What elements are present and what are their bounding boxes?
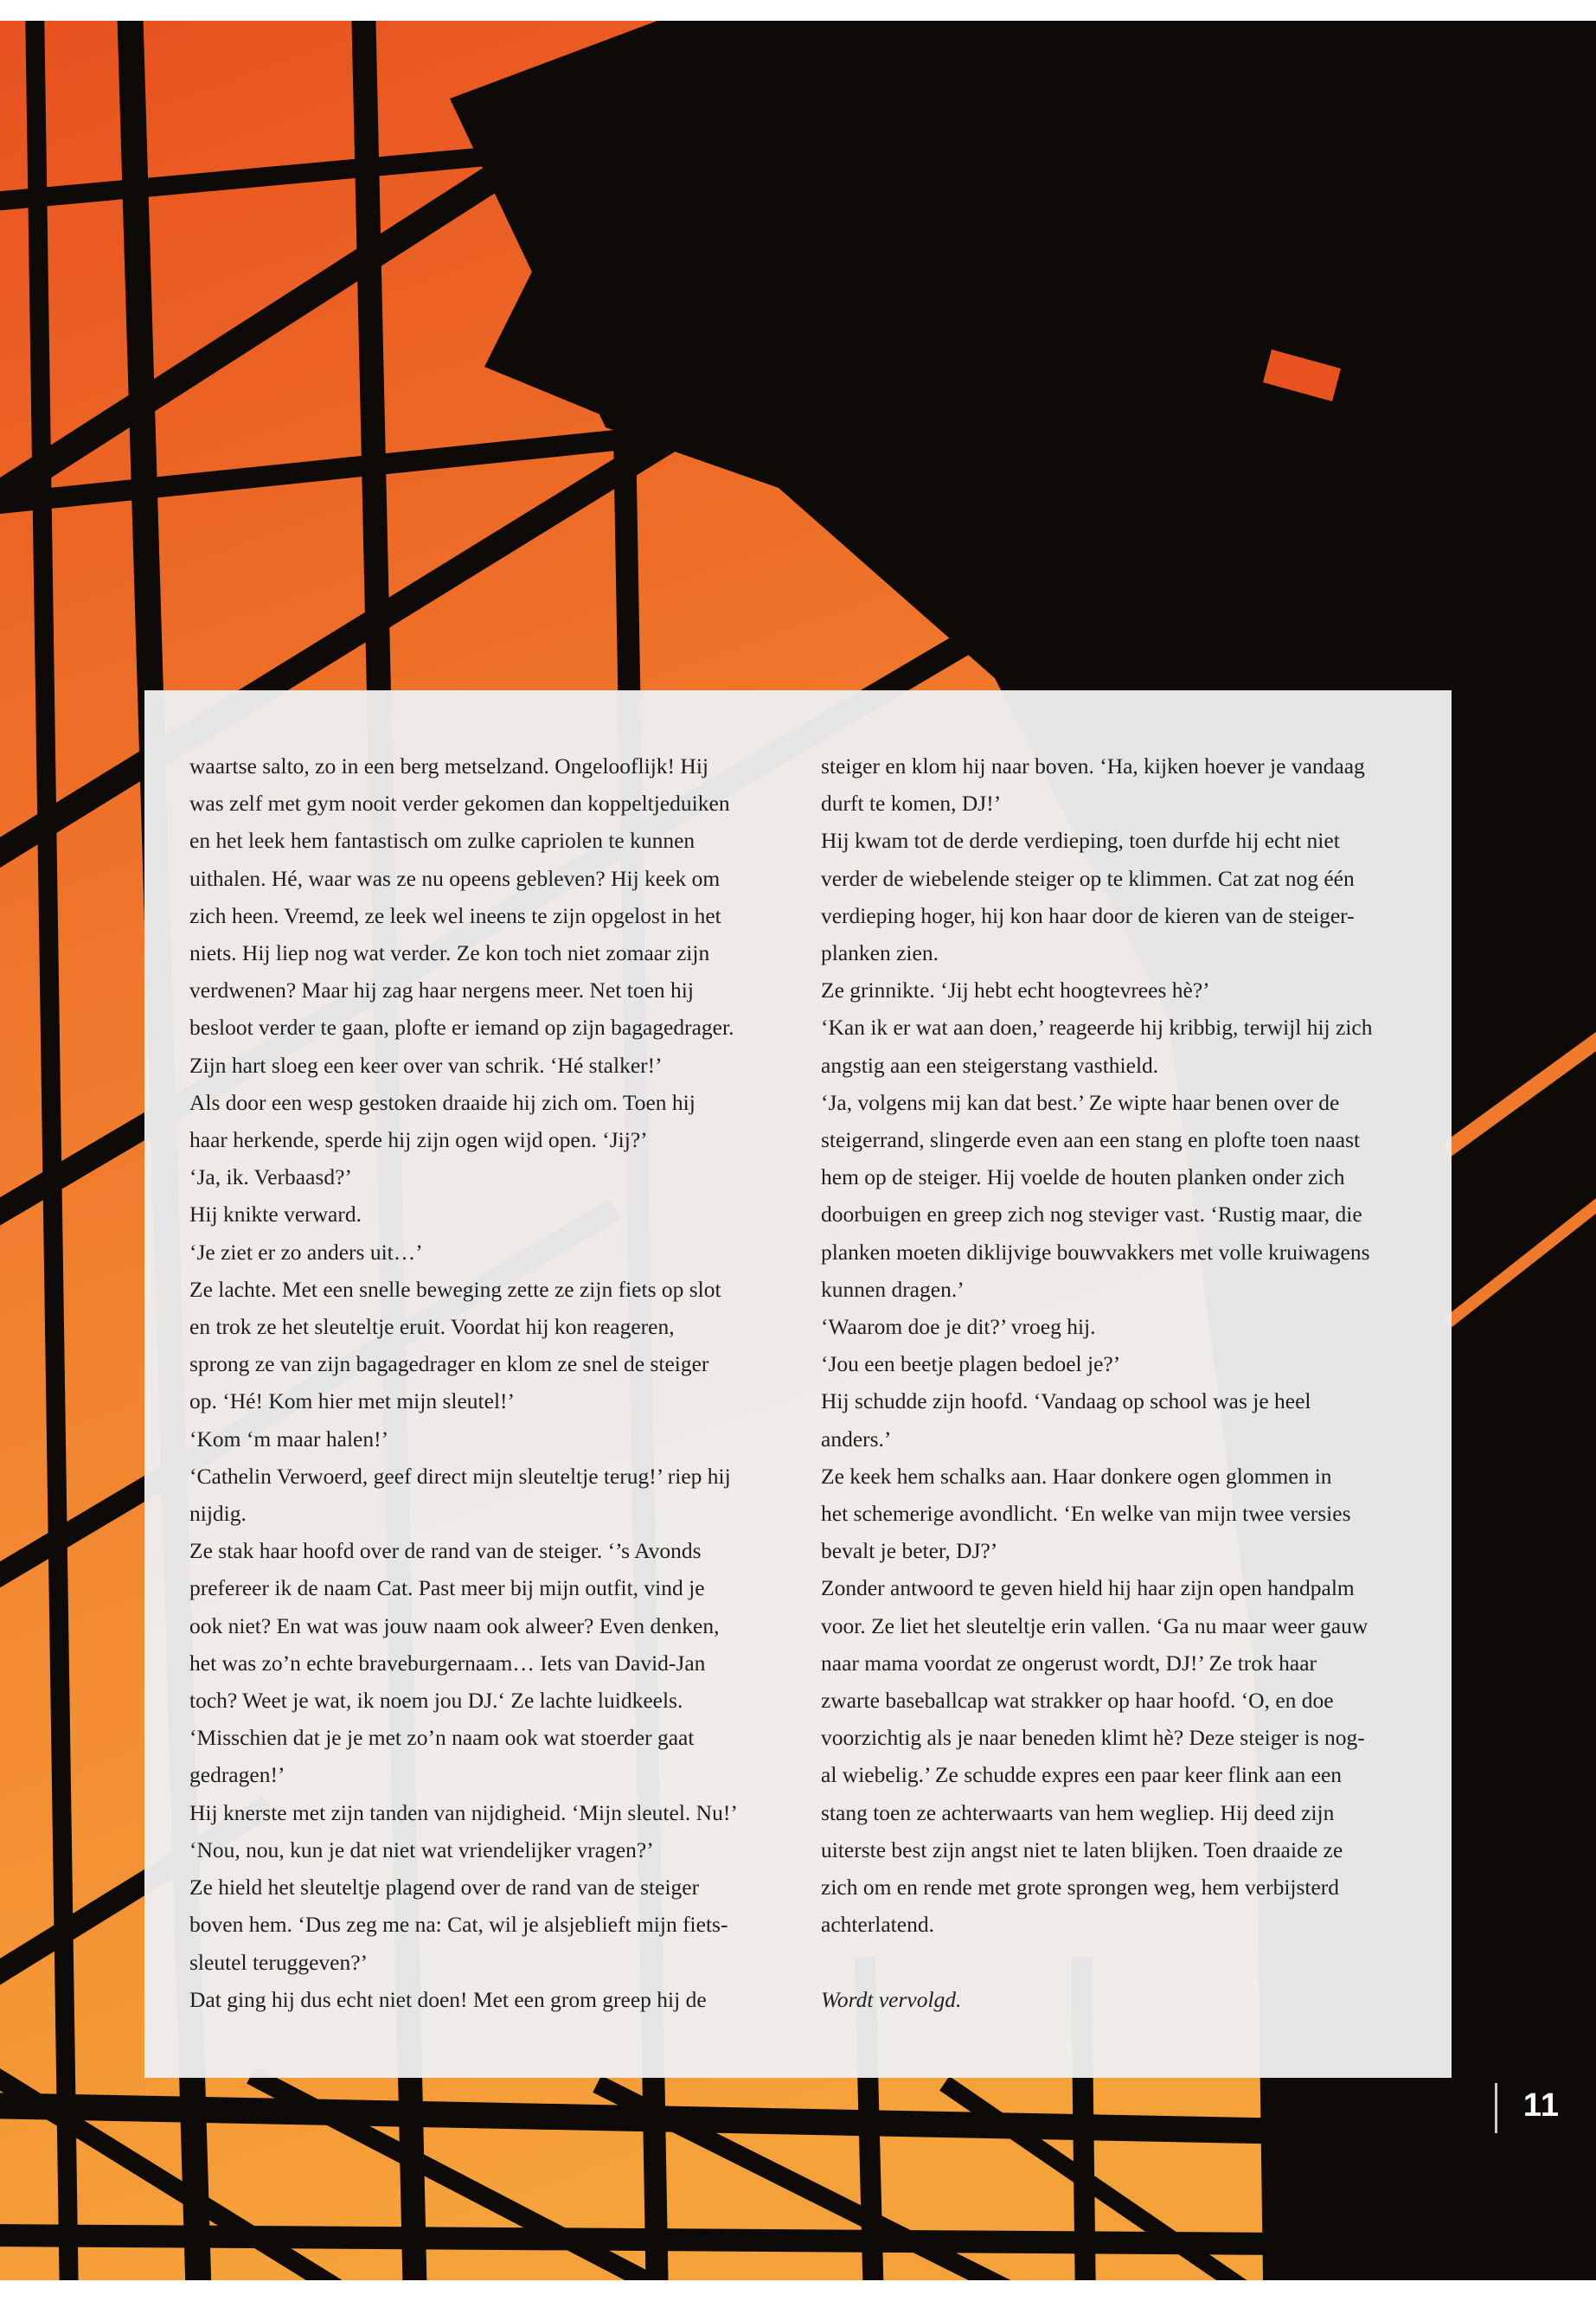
story-line: planken zien. [821, 940, 939, 966]
to-be-continued: Wordt vervolgd. [821, 1986, 962, 2012]
story-line: ‘Jou een beetje plagen bedoel je?’ [821, 1351, 1121, 1377]
story-line: niets. Hij liep nog wat verder. Ze kon toch niet zomaar zijn [189, 940, 710, 966]
story-line: sleutel teruggeven?’ [189, 1949, 369, 1975]
story-line: Hij knikte verward. [189, 1202, 362, 1227]
story-line: en het leek hem fantastisch om zulke capriolen te kunnen [189, 828, 695, 854]
story-line: ‘Waarom doe je dit?’ vroeg hij. [821, 1314, 1096, 1340]
story-line: het was zo’n echte braveburgernaam… Iets van David-Jan [189, 1650, 706, 1676]
story-line: zich heen. Vreemd, ze leek wel ineens te zijn opgelost in het [189, 902, 721, 928]
story-line: Dat ging hij dus echt niet doen! Met een grom greep hij de [189, 1986, 707, 2012]
story-line: Ze lachte. Met een snelle beweging zette ze zijn fiets op slot [189, 1276, 721, 1302]
story-line: het schemerige avondlicht. ‘En welke van mijn twee versies [821, 1501, 1351, 1527]
story-line: hem op de steiger. Hij voelde de houten planken onder zich [821, 1164, 1345, 1190]
story-line: Hij kwam tot de derde verdieping, toen durfde hij echt niet [821, 828, 1340, 854]
story-line: Ze keek hem schalks aan. Haar donkere ogen glommen in [821, 1463, 1332, 1489]
story-line: voor. Ze liet het sleuteltje erin vallen. ‘Ga nu maar weer gauw [821, 1612, 1368, 1638]
story-line: zich om en rende met grote sprongen weg, hem verbijsterd [821, 1875, 1340, 1900]
story-line: waartse salto, zo in een berg metselzand. Ongelooflijk! Hij [189, 753, 709, 779]
page-number: 11 [1522, 2087, 1560, 2124]
story-column-left [189, 747, 778, 2018]
story-line: voorzichtig als je naar beneden klimt hè? Deze steiger is nog- [821, 1725, 1365, 1751]
story-line: ‘Ja, volgens mij kan dat best.’ Ze wipte haar benen over de [821, 1089, 1340, 1115]
story-line: nijdig. [189, 1501, 247, 1527]
story-line: sprong ze van zijn bagagedrager en klom ze snel de steiger [189, 1351, 709, 1377]
story-line: Hij knerste met zijn tanden van nijdigheid. ‘Mijn sleutel. Nu!’ [189, 1799, 738, 1825]
story-line: uithalen. Hé, waar was ze nu opeens gebleven? Hij keek om [189, 865, 721, 891]
story-line: toch? Weet je wat, ik noem jou DJ.‘ Ze lachte luidkeels. [189, 1688, 683, 1714]
story-line: doorbuigen en greep zich nog steviger vast. ‘Rustig maar, die [821, 1202, 1362, 1227]
story-line: ‘Je ziet er zo anders uit…’ [189, 1239, 423, 1265]
story-line: boven hem. ‘Dus zeg me na: Cat, wil je alsjeblieft mijn fiets- [189, 1912, 728, 1938]
page-number-rule [1495, 2083, 1497, 2133]
story-line: ‘Ja, ik. Verbaasd?’ [189, 1164, 352, 1190]
paragraph-gap [821, 1944, 1409, 1981]
story-line: kunnen dragen.’ [821, 1276, 965, 1302]
story-line: verder de wiebelende steiger op te klimmen. Cat zat nog één [821, 865, 1355, 891]
story-line: Hij schudde zijn hoofd. ‘Vandaag op school was je heel [821, 1388, 1311, 1414]
story-line: Ze stak haar hoofd over de rand van de steiger. ‘’s Avonds [189, 1538, 702, 1564]
story-line: en trok ze het sleuteltje eruit. Voordat hij kon reageren, [189, 1314, 675, 1340]
story-line: haar herkende, sperde hij zijn ogen wijd open. ‘Jij?’ [189, 1127, 648, 1153]
story-line: prefereer ik de naam Cat. Past meer bij mijn outfit, vind je [189, 1575, 705, 1601]
story-line: al wiebelig.’ Ze schudde expres een paar keer flink aan een [821, 1762, 1343, 1788]
story-line: Ze hield het sleuteltje plagend over de rand van de steiger [189, 1875, 700, 1900]
story-line: steigerrand, slingerde even aan een stang en plofte toen naast [821, 1127, 1361, 1153]
story-line: Zonder antwoord te geven hield hij haar zijn open handpalm [821, 1575, 1355, 1601]
story-line: bevalt je beter, DJ?’ [821, 1538, 998, 1564]
story-line: angstig aan een steigerstang vasthield. [821, 1052, 1159, 1078]
story-line: gedragen!’ [189, 1762, 285, 1788]
story-line: ‘Nou, nou, kun je dat niet wat vriendelijker vragen?’ [189, 1836, 654, 1862]
story-line: verdwenen? Maar hij zag haar nergens meer. Net toen hij [189, 977, 694, 1003]
story-line: uiterste best zijn angst niet te laten blijken. Toen draaide ze [821, 1836, 1343, 1862]
story-line: op. ‘Hé! Kom hier met mijn sleutel!’ [189, 1388, 516, 1414]
story-line: ‘Kan ik er wat aan doen,’ reageerde hij kribbig, terwijl hij zich [821, 1015, 1373, 1041]
story-line: stang toen ze achterwaarts van hem wegliep. Hij deed zijn [821, 1799, 1335, 1825]
story-line: planken moeten diklijvige bouwvakkers met volle kruiwagens [821, 1239, 1370, 1265]
story-line: was zelf met gym nooit verder gekomen dan koppeltjeduiken [189, 791, 730, 817]
story-line: Zijn hart sloeg een keer over van schrik. ‘Hé stalker!’ [189, 1052, 663, 1078]
story-line: naar mama voordat ze ongerust wordt, DJ!’ Ze trok haar [821, 1650, 1317, 1676]
story-line: ook niet? En wat was jouw naam ook alweer? Even denken, [189, 1612, 720, 1638]
story-column-right [821, 747, 1409, 2018]
story-line: achterlatend. [821, 1912, 934, 1938]
story-line: verdieping hoger, hij kon haar door de kieren van de steiger- [821, 902, 1355, 928]
story-line: ‘Kom ‘m maar halen!’ [189, 1426, 389, 1452]
story-line: steiger en klom hij naar boven. ‘Ha, kijken hoever je vandaag [821, 753, 1365, 779]
story-text-panel [144, 690, 1452, 2078]
story-line: Ze grinnikte. ‘Jij hebt echt hoogtevrees hè?’ [821, 977, 1210, 1003]
story-line: zwarte baseballcap wat strakker op haar hoofd. ‘O, en doe [821, 1688, 1334, 1714]
story-line: ‘Cathelin Verwoerd, geef direct mijn sleuteltje terug!’ riep hij [189, 1463, 731, 1489]
story-line: besloot verder te gaan, plofte er iemand op zijn bagagedrager. [189, 1015, 734, 1041]
story-line: Als door een wesp gestoken draaide hij zich om. Toen hij [189, 1089, 695, 1115]
story-line: durft te komen, DJ!’ [821, 791, 1002, 817]
story-line: anders.’ [821, 1426, 892, 1452]
story-line: ‘Misschien dat je je met zo’n naam ook wat stoerder gaat [189, 1725, 695, 1751]
